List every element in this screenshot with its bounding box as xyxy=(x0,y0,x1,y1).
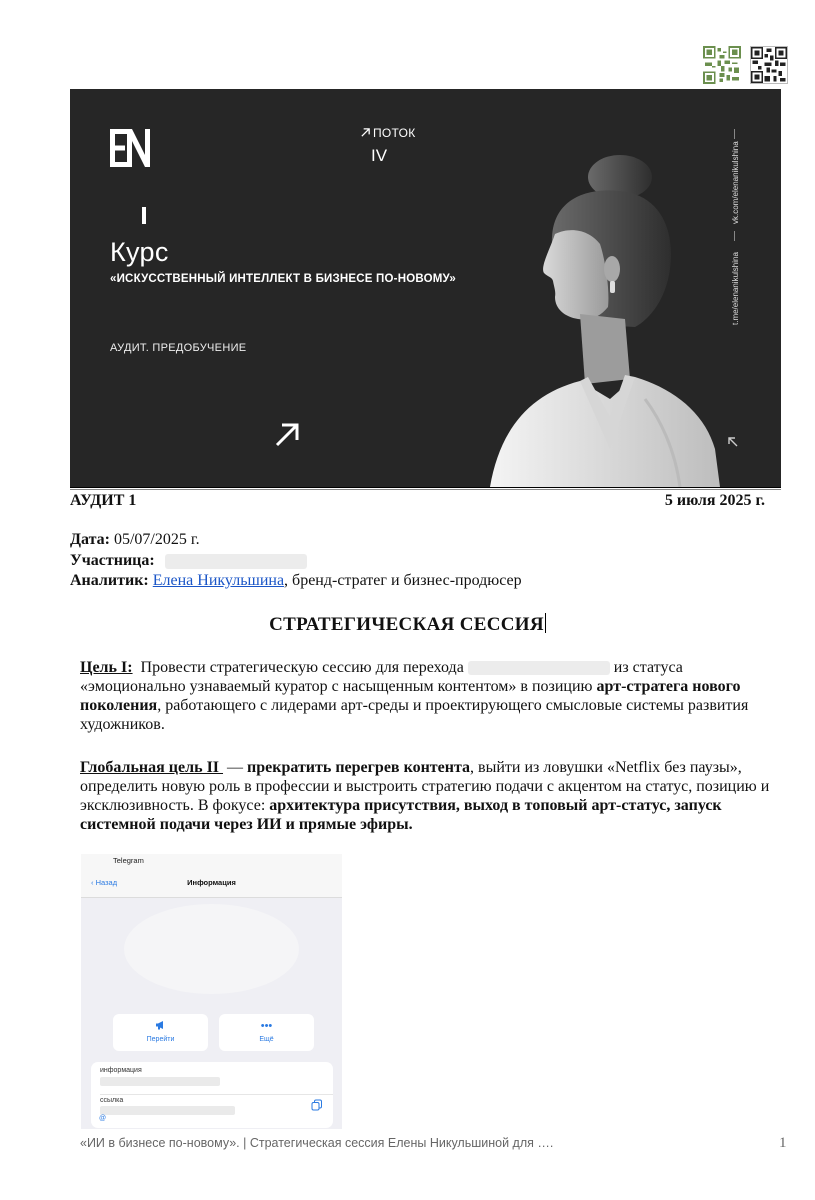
more-button[interactable] xyxy=(219,1014,314,1051)
divider xyxy=(70,487,781,488)
qr-code-icon xyxy=(750,46,788,84)
participant-line xyxy=(70,551,307,571)
analyst-label: Аналитик: xyxy=(70,572,149,589)
qr-code-icon xyxy=(703,46,741,84)
divider xyxy=(100,1094,333,1095)
page-footer: «ИИ в бизнесе по-новому». | Стратегическая сессия Елены Никульшиной для …. xyxy=(80,1136,554,1150)
telegram-nav-bar xyxy=(81,869,342,898)
link-label: ссылка xyxy=(100,1097,124,1104)
go-button[interactable] xyxy=(113,1014,208,1051)
nav-title: Информация xyxy=(187,878,236,887)
goal-one-paragraph xyxy=(80,658,792,734)
divider xyxy=(734,129,735,139)
banner-accent-bar xyxy=(142,207,146,224)
participant-name-redacted xyxy=(165,554,307,569)
megaphone-icon xyxy=(113,1020,208,1033)
page-number: 1 xyxy=(779,1135,787,1151)
copy-icon[interactable] xyxy=(311,1099,323,1111)
audit-date: 5 июля 2025 г. xyxy=(664,492,765,509)
divider xyxy=(734,231,735,241)
arrow-up-right-icon xyxy=(273,421,301,449)
analyst-line xyxy=(70,571,522,591)
goal-one-text-b: из статуса «эмоционально узнаваемый куратор с насыщенным контентом» в позицию xyxy=(80,659,683,695)
goal-two-label: Глобальная цель II xyxy=(80,759,224,776)
arrow-up-right-icon xyxy=(360,127,371,138)
vk-link[interactable]: vk.com/elenanikulshina xyxy=(731,141,740,224)
goal-two-text-a: — xyxy=(223,759,248,776)
date-line xyxy=(70,530,200,550)
chevron-left-icon: ‹ xyxy=(91,878,96,887)
analyst-role: , бренд-стратег и бизнес-продюсер xyxy=(284,572,522,589)
arrow-up-left-icon xyxy=(727,436,739,448)
course-name: «ИСКУССТВЕННЫЙ ИНТЕЛЛЕКТ В БИЗНЕСЕ ПО-НОВОМУ» xyxy=(110,273,457,285)
goal-one-text-c: , работающего с лидерами арт-среды и проектирующего смысловые системы развития художников. xyxy=(80,697,749,733)
telegram-link[interactable]: t.me/elenanikulshina xyxy=(731,252,740,325)
more-dots-icon: ••• xyxy=(260,1020,273,1032)
date-value: 05/07/2025 г. xyxy=(113,531,200,548)
avatar xyxy=(124,904,299,994)
goal-one-label: Цель I: xyxy=(80,659,133,676)
goal-two-text-b: , выйти из ловушки «Netflix без паузы», определить новую роль в профессии и выстроить стратегию подачи с акцентом на статус, позицию и эксклюзивность. В фокусе: xyxy=(80,759,770,814)
more-label: Ещё xyxy=(259,1036,274,1043)
participant-label: Участница: xyxy=(70,552,155,569)
status-bar xyxy=(81,854,342,869)
goal-two-bold-a: прекратить перегрев контента xyxy=(247,759,471,776)
course-label: Курс xyxy=(110,237,169,267)
en-logo-icon xyxy=(110,129,150,167)
go-label: Перейти xyxy=(146,1036,175,1043)
goal-one-bold: арт-стратега нового поколения xyxy=(80,678,741,714)
info-value-redacted xyxy=(100,1077,220,1086)
date-label: Дата: xyxy=(70,531,110,548)
participant-name-redacted xyxy=(468,661,610,675)
analyst-link[interactable]: Елена Никульшина xyxy=(152,572,285,589)
banner-subtitle: АУДИТ. ПРЕДОБУЧЕНИЕ xyxy=(110,342,247,354)
potok-label xyxy=(360,126,416,140)
app-name: Telegram xyxy=(113,856,144,865)
goal-one-text-a: Провести стратегическую сессию для перехода xyxy=(132,659,468,676)
divider xyxy=(70,489,781,490)
link-value-redacted[interactable] xyxy=(100,1106,235,1115)
page-title-text: СТРАТЕГИЧЕСКАЯ СЕССИЯ xyxy=(269,614,544,635)
portrait-photo xyxy=(460,149,720,487)
page-title xyxy=(0,613,815,636)
telegram-screenshot xyxy=(81,854,342,1129)
info-card xyxy=(91,1062,333,1128)
at-sign: @ xyxy=(99,1115,107,1122)
goal-two-bold-b: архитектура присутствия, выход в топовый арт-статус, запуск системной подачи через ИИ и прямые эфиры. xyxy=(80,797,722,833)
goal-two-paragraph xyxy=(80,758,792,834)
course-banner xyxy=(70,89,781,487)
info-label: информация xyxy=(100,1067,142,1074)
audit-label: АУДИТ 1 xyxy=(70,492,137,509)
potok-text: ПОТОК xyxy=(373,126,416,140)
text-cursor xyxy=(545,613,546,633)
back-label: Назад xyxy=(95,878,118,887)
potok-number: IV xyxy=(371,146,388,165)
